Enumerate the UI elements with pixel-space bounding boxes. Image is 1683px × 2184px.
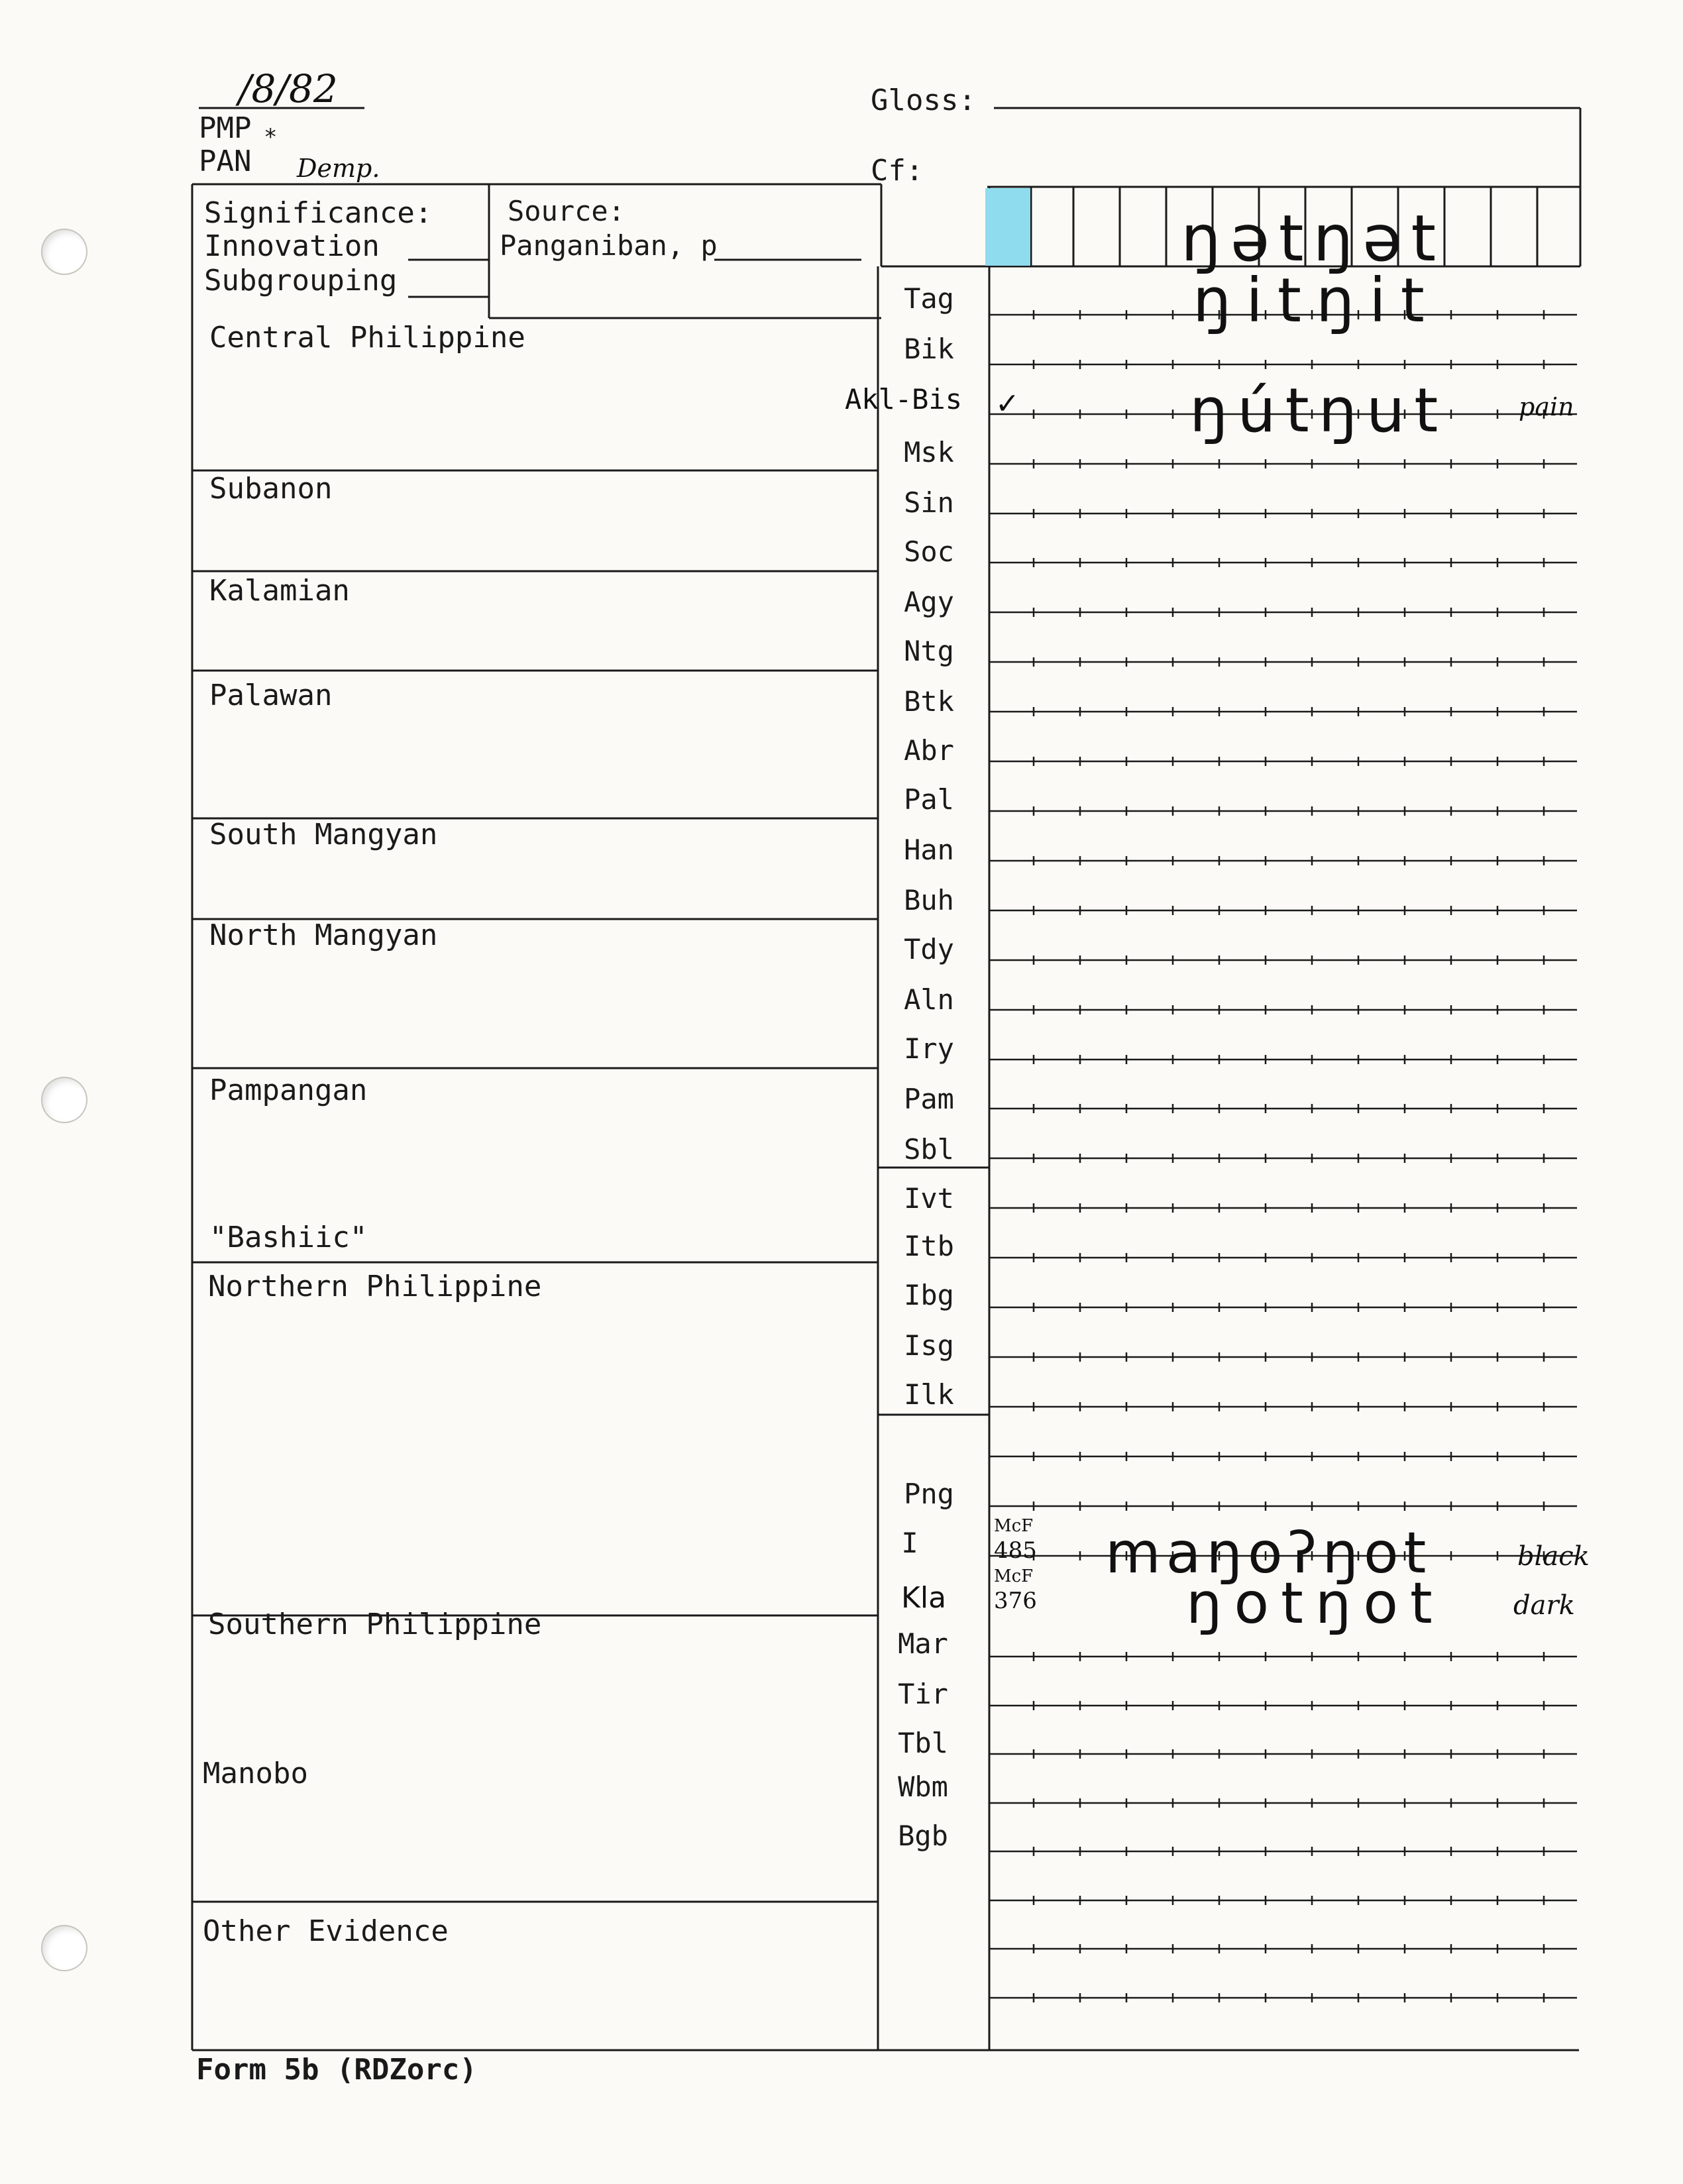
entry-header-form: ŋətŋət — [1181, 201, 1446, 276]
lang-tag: Tag — [904, 282, 954, 315]
lang-tdy: Tdy — [904, 933, 954, 965]
lang-isg: Isg — [904, 1329, 954, 1362]
highlight-cell — [985, 188, 1030, 266]
lang-pal: Pal — [904, 783, 954, 816]
group-southern-philippine: Southern Philippine — [208, 1608, 542, 1641]
lang-han: Han — [904, 834, 954, 866]
group-manobo: Manobo — [203, 1757, 308, 1790]
lang-tir: Tir — [898, 1678, 948, 1710]
group-other-evidence: Other Evidence — [203, 1914, 449, 1948]
lang-btk: Btk — [904, 685, 954, 718]
lang-mar: Mar — [898, 1627, 948, 1660]
group-pampangan: Pampangan — [209, 1073, 368, 1107]
source-label: Source: — [508, 195, 625, 227]
pan-label: PAN — [199, 144, 252, 178]
entry-kla-form: ŋotŋot — [1186, 1570, 1444, 1637]
lang-wbm: Wbm — [898, 1771, 948, 1803]
entry-tag-form: ŋitŋit — [1193, 265, 1439, 336]
lang-iry: Iry — [904, 1032, 954, 1065]
pmp-label: PMP — [199, 111, 252, 145]
lang-aln: Aln — [904, 983, 954, 1016]
gloss-label: Gloss: — [871, 83, 976, 117]
lang-i: I — [901, 1527, 918, 1559]
lang-sin: Sin — [904, 486, 954, 519]
lang-agy: Agy — [904, 586, 954, 618]
lang-ilk: Ilk — [904, 1378, 954, 1411]
lang-bgb: Bgb — [898, 1820, 948, 1852]
group-bashiic: "Bashiic" — [209, 1221, 368, 1254]
entry-i-gloss: black — [1517, 1541, 1590, 1572]
entry-i-ref-num: 485 — [994, 1537, 1037, 1564]
group-kalamian: Kalamian — [209, 574, 350, 608]
lang-kla: Kla — [901, 1581, 947, 1615]
pmp-mark: * — [264, 124, 278, 150]
entry-kla-ref-top: McF — [994, 1566, 1034, 1586]
group-central-philippine: Central Philippine — [209, 321, 525, 355]
cf-label: Cf: — [871, 154, 924, 188]
pan-note: Demp. — [297, 154, 380, 183]
innovation-label: Innovation — [204, 229, 380, 263]
entry-akl-check: ✓ — [995, 387, 1020, 421]
group-south-mangyan: South Mangyan — [209, 818, 438, 851]
lang-png: Png — [904, 1478, 954, 1510]
lang-ibg: Ibg — [904, 1279, 954, 1311]
entry-kla-gloss: dark — [1513, 1590, 1575, 1621]
lang-pam: Pam — [904, 1083, 954, 1115]
lang-bik: Bik — [904, 333, 954, 365]
lang-abr: Abr — [904, 734, 954, 767]
lang-akl-bis: Akl-Bis — [845, 383, 963, 415]
form-footer: Form 5b (RDZorc) — [196, 2053, 477, 2087]
entry-akl-form: ŋútŋut — [1189, 375, 1448, 446]
lang-soc: Soc — [904, 535, 954, 568]
entry-i-form: maŋoʔŋot — [1105, 1520, 1432, 1586]
group-palawan: Palawan — [209, 679, 333, 712]
lang-buh: Buh — [904, 884, 954, 916]
subgrouping-label: Subgrouping — [204, 264, 398, 298]
lang-itb: Itb — [904, 1230, 954, 1262]
group-northern-philippine: Northern Philippine — [208, 1270, 542, 1303]
lang-tbl: Tbl — [898, 1727, 948, 1759]
entry-akl-gloss: pain — [1519, 392, 1574, 421]
significance-label: Significance: — [204, 196, 433, 230]
lang-ntg: Ntg — [904, 635, 954, 667]
lang-ivt: Ivt — [904, 1182, 954, 1215]
group-north-mangyan: North Mangyan — [209, 918, 438, 952]
lang-sbl: Sbl — [904, 1133, 954, 1166]
lang-msk: Msk — [904, 436, 954, 468]
source-value: Panganiban, p — [500, 229, 718, 262]
date: /8/82 — [239, 66, 338, 111]
group-subanon: Subanon — [209, 472, 333, 506]
entry-kla-ref-num: 376 — [994, 1588, 1037, 1614]
entry-i-ref-top: McF — [994, 1516, 1034, 1536]
